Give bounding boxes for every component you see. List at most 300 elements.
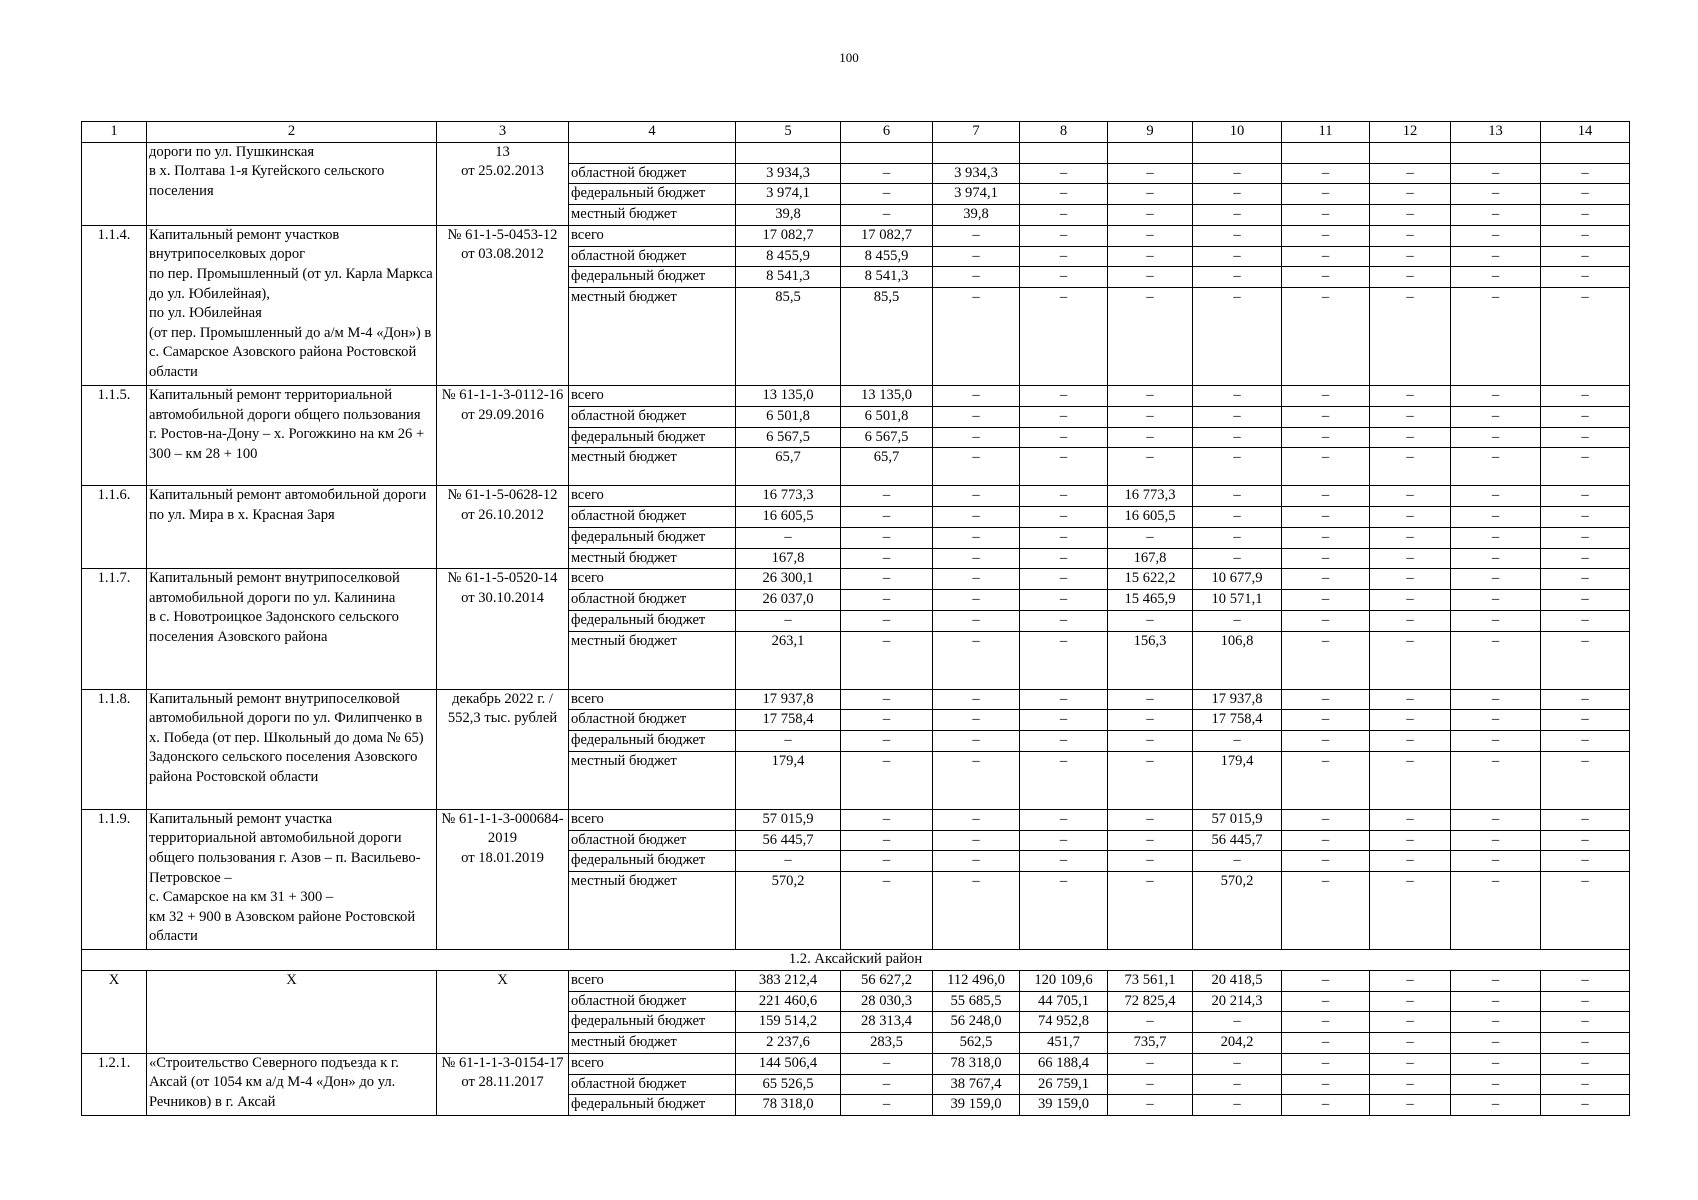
amount-cell: – bbox=[841, 527, 933, 548]
funding-source: всего bbox=[569, 970, 736, 991]
item-document: 13 от 25.02.2013 bbox=[437, 142, 569, 225]
amount-cell: 26 037,0 bbox=[736, 590, 841, 611]
amount-cell: – bbox=[1282, 631, 1370, 689]
column-header: 2 bbox=[147, 122, 437, 143]
amount-cell: 167,8 bbox=[1108, 548, 1193, 569]
funding-source: федеральный бюджет bbox=[569, 1095, 736, 1116]
amount-cell: – bbox=[1020, 507, 1108, 528]
amount-cell: 57 015,9 bbox=[736, 809, 841, 830]
funding-source: областной бюджет bbox=[569, 406, 736, 427]
amount-cell: – bbox=[1108, 386, 1193, 407]
amount-cell: – bbox=[1451, 486, 1541, 507]
budget-table bbox=[81, 121, 1630, 1116]
amount-cell: – bbox=[1370, 1095, 1451, 1116]
item-document: № 61-1-5-0520-14 от 30.10.2014 bbox=[437, 569, 569, 689]
amount-cell: – bbox=[1282, 486, 1370, 507]
amount-cell: – bbox=[841, 851, 933, 872]
amount-cell: – bbox=[1282, 267, 1370, 288]
item-name: Капитальный ремонт внутрипоселковой автомобильной дороги по ул. Филипченко в х. Победа (от пер. Школьный до дома № 65) Задонского сельского поселения Азовского района Ростовской области bbox=[147, 689, 437, 809]
amount-cell: – bbox=[933, 872, 1020, 950]
amount-cell: – bbox=[1282, 386, 1370, 407]
amount-cell: 6 501,8 bbox=[736, 406, 841, 427]
amount-cell: 15 622,2 bbox=[1108, 569, 1193, 590]
amount-cell: – bbox=[1282, 163, 1370, 184]
column-header: 4 bbox=[569, 122, 736, 143]
amount-cell: – bbox=[1282, 1095, 1370, 1116]
amount-cell bbox=[1541, 142, 1630, 163]
amount-cell: – bbox=[1541, 751, 1630, 809]
amount-cell bbox=[933, 142, 1020, 163]
funding-source: федеральный бюджет bbox=[569, 184, 736, 205]
funding-source: всего bbox=[569, 1053, 736, 1074]
amount-cell: – bbox=[1451, 288, 1541, 386]
amount-cell: – bbox=[1108, 527, 1193, 548]
amount-cell: – bbox=[1020, 163, 1108, 184]
amount-cell: 56 445,7 bbox=[1193, 830, 1282, 851]
amount-cell: 6 501,8 bbox=[841, 406, 933, 427]
amount-cell: – bbox=[933, 610, 1020, 631]
amount-cell: – bbox=[1370, 267, 1451, 288]
amount-cell: – bbox=[841, 569, 933, 590]
amount-cell: – bbox=[1020, 225, 1108, 246]
funding-source: федеральный бюджет bbox=[569, 267, 736, 288]
amount-cell: – bbox=[1451, 548, 1541, 569]
amount-cell: – bbox=[841, 486, 933, 507]
column-header: 11 bbox=[1282, 122, 1370, 143]
funding-source: всего bbox=[569, 689, 736, 710]
amount-cell: 735,7 bbox=[1108, 1033, 1193, 1054]
amount-cell: – bbox=[1541, 1095, 1630, 1116]
amount-cell: – bbox=[933, 569, 1020, 590]
amount-cell: – bbox=[1020, 610, 1108, 631]
amount-cell: – bbox=[841, 590, 933, 611]
amount-cell: 562,5 bbox=[933, 1033, 1020, 1054]
item-number: 1.2.1. bbox=[82, 1053, 147, 1115]
amount-cell: 263,1 bbox=[736, 631, 841, 689]
section-title: 1.2. Аксайский район bbox=[82, 950, 1630, 971]
amount-cell: – bbox=[1020, 448, 1108, 486]
column-header: 1 bbox=[82, 122, 147, 143]
amount-cell bbox=[1108, 142, 1193, 163]
funding-source: местный бюджет bbox=[569, 1033, 736, 1054]
amount-cell: – bbox=[1541, 507, 1630, 528]
amount-cell bbox=[1020, 142, 1108, 163]
amount-cell: – bbox=[1370, 731, 1451, 752]
amount-cell: – bbox=[1451, 406, 1541, 427]
amount-cell: – bbox=[1541, 527, 1630, 548]
amount-cell: – bbox=[1370, 507, 1451, 528]
amount-cell: 8 455,9 bbox=[841, 246, 933, 267]
amount-cell: – bbox=[1108, 872, 1193, 950]
funding-source: федеральный бюджет bbox=[569, 527, 736, 548]
amount-cell: – bbox=[736, 731, 841, 752]
amount-cell: – bbox=[841, 751, 933, 809]
amount-cell: – bbox=[1193, 448, 1282, 486]
funding-source: областной бюджет bbox=[569, 163, 736, 184]
amount-cell: – bbox=[1451, 1053, 1541, 1074]
amount-cell: – bbox=[841, 731, 933, 752]
amount-cell: 65,7 bbox=[841, 448, 933, 486]
amount-cell: – bbox=[1108, 830, 1193, 851]
amount-cell: – bbox=[1108, 731, 1193, 752]
amount-cell: – bbox=[1020, 731, 1108, 752]
amount-cell: – bbox=[1108, 225, 1193, 246]
amount-cell: – bbox=[1451, 1033, 1541, 1054]
amount-cell: – bbox=[1370, 448, 1451, 486]
amount-cell: – bbox=[1020, 548, 1108, 569]
amount-cell: – bbox=[1282, 406, 1370, 427]
amount-cell: – bbox=[1282, 288, 1370, 386]
amount-cell: 85,5 bbox=[736, 288, 841, 386]
amount-cell: – bbox=[1282, 872, 1370, 950]
column-header: 8 bbox=[1020, 122, 1108, 143]
amount-cell: – bbox=[1541, 569, 1630, 590]
amount-cell: – bbox=[933, 527, 1020, 548]
amount-cell: – bbox=[1193, 386, 1282, 407]
amount-cell: – bbox=[1193, 731, 1282, 752]
amount-cell: – bbox=[1193, 1053, 1282, 1074]
amount-cell: – bbox=[1451, 610, 1541, 631]
amount-cell: – bbox=[1282, 970, 1370, 991]
amount-cell: 78 318,0 bbox=[736, 1095, 841, 1116]
amount-cell: 3 974,1 bbox=[736, 184, 841, 205]
amount-cell: – bbox=[933, 689, 1020, 710]
amount-cell: 13 135,0 bbox=[841, 386, 933, 407]
amount-cell: – bbox=[933, 246, 1020, 267]
amount-cell: – bbox=[1451, 427, 1541, 448]
item-document: Х bbox=[437, 970, 569, 1053]
amount-cell: – bbox=[1541, 205, 1630, 226]
amount-cell: – bbox=[736, 851, 841, 872]
amount-cell: – bbox=[1370, 1074, 1451, 1095]
amount-cell: – bbox=[1541, 872, 1630, 950]
table-row bbox=[82, 1053, 1630, 1074]
amount-cell: 3 934,3 bbox=[736, 163, 841, 184]
amount-cell: – bbox=[1108, 809, 1193, 830]
amount-cell: 6 567,5 bbox=[841, 427, 933, 448]
amount-cell: – bbox=[1108, 689, 1193, 710]
funding-source: местный бюджет bbox=[569, 288, 736, 386]
amount-cell: – bbox=[1193, 184, 1282, 205]
amount-cell: – bbox=[1370, 851, 1451, 872]
amount-cell: – bbox=[1370, 751, 1451, 809]
amount-cell: – bbox=[1541, 548, 1630, 569]
table-row bbox=[82, 689, 1630, 710]
amount-cell: – bbox=[1193, 427, 1282, 448]
amount-cell: – bbox=[841, 548, 933, 569]
amount-cell: – bbox=[1020, 830, 1108, 851]
amount-cell: – bbox=[1108, 1012, 1193, 1033]
amount-cell: – bbox=[1451, 448, 1541, 486]
amount-cell: – bbox=[1108, 751, 1193, 809]
amount-cell: 204,2 bbox=[1193, 1033, 1282, 1054]
amount-cell: – bbox=[1451, 751, 1541, 809]
column-header: 9 bbox=[1108, 122, 1193, 143]
amount-cell: 8 541,3 bbox=[736, 267, 841, 288]
amount-cell: – bbox=[933, 406, 1020, 427]
amount-cell: – bbox=[1020, 205, 1108, 226]
funding-source: местный бюджет bbox=[569, 448, 736, 486]
item-document: № 61-1-1-3-0154-17 от 28.11.2017 bbox=[437, 1053, 569, 1115]
amount-cell: – bbox=[841, 1074, 933, 1095]
amount-cell: – bbox=[1193, 486, 1282, 507]
amount-cell: – bbox=[933, 507, 1020, 528]
funding-source: местный бюджет bbox=[569, 548, 736, 569]
funding-source: областной бюджет bbox=[569, 991, 736, 1012]
amount-cell: 8 455,9 bbox=[736, 246, 841, 267]
amount-cell: – bbox=[1451, 163, 1541, 184]
amount-cell: – bbox=[1108, 710, 1193, 731]
amount-cell: – bbox=[1108, 610, 1193, 631]
amount-cell: – bbox=[1451, 527, 1541, 548]
amount-cell: – bbox=[933, 548, 1020, 569]
amount-cell: 39,8 bbox=[933, 205, 1020, 226]
column-header: 3 bbox=[437, 122, 569, 143]
amount-cell: – bbox=[933, 751, 1020, 809]
column-header: 6 bbox=[841, 122, 933, 143]
amount-cell: – bbox=[841, 830, 933, 851]
column-header: 7 bbox=[933, 122, 1020, 143]
amount-cell: 39,8 bbox=[736, 205, 841, 226]
funding-source: областной бюджет bbox=[569, 710, 736, 731]
amount-cell: – bbox=[1451, 631, 1541, 689]
amount-cell: – bbox=[1541, 970, 1630, 991]
amount-cell: 26 300,1 bbox=[736, 569, 841, 590]
amount-cell: – bbox=[1282, 1053, 1370, 1074]
amount-cell: – bbox=[933, 851, 1020, 872]
table-row bbox=[82, 809, 1630, 830]
amount-cell: – bbox=[1020, 386, 1108, 407]
amount-cell: 78 318,0 bbox=[933, 1053, 1020, 1074]
amount-cell: – bbox=[1541, 631, 1630, 689]
amount-cell: – bbox=[736, 527, 841, 548]
funding-source: федеральный бюджет bbox=[569, 610, 736, 631]
amount-cell: – bbox=[1541, 991, 1630, 1012]
item-name: Х bbox=[147, 970, 437, 1053]
amount-cell: – bbox=[1370, 872, 1451, 950]
amount-cell: – bbox=[1541, 710, 1630, 731]
amount-cell: – bbox=[1020, 710, 1108, 731]
amount-cell: 17 758,4 bbox=[736, 710, 841, 731]
amount-cell: 17 758,4 bbox=[1193, 710, 1282, 731]
funding-source: областной бюджет bbox=[569, 1074, 736, 1095]
amount-cell: – bbox=[1108, 246, 1193, 267]
amount-cell: – bbox=[1370, 527, 1451, 548]
amount-cell: – bbox=[1020, 246, 1108, 267]
amount-cell: – bbox=[841, 631, 933, 689]
amount-cell: – bbox=[1451, 246, 1541, 267]
funding-source: областной бюджет bbox=[569, 830, 736, 851]
amount-cell: 570,2 bbox=[736, 872, 841, 950]
amount-cell: – bbox=[1451, 386, 1541, 407]
amount-cell: – bbox=[1282, 569, 1370, 590]
amount-cell: – bbox=[1370, 1012, 1451, 1033]
amount-cell: 17 937,8 bbox=[736, 689, 841, 710]
amount-cell: – bbox=[1282, 507, 1370, 528]
amount-cell: – bbox=[1282, 590, 1370, 611]
amount-cell: 10 571,1 bbox=[1193, 590, 1282, 611]
amount-cell: – bbox=[1370, 569, 1451, 590]
amount-cell: 65,7 bbox=[736, 448, 841, 486]
amount-cell: – bbox=[1282, 710, 1370, 731]
amount-cell: – bbox=[1541, 689, 1630, 710]
amount-cell: – bbox=[1370, 184, 1451, 205]
amount-cell: – bbox=[1541, 246, 1630, 267]
funding-source: федеральный бюджет bbox=[569, 427, 736, 448]
amount-cell: – bbox=[933, 830, 1020, 851]
section-row bbox=[82, 950, 1630, 971]
amount-cell: – bbox=[841, 205, 933, 226]
amount-cell: 8 541,3 bbox=[841, 267, 933, 288]
amount-cell: 38 767,4 bbox=[933, 1074, 1020, 1095]
amount-cell: – bbox=[1193, 1074, 1282, 1095]
amount-cell: – bbox=[1451, 731, 1541, 752]
amount-cell: – bbox=[1020, 406, 1108, 427]
amount-cell: 26 759,1 bbox=[1020, 1074, 1108, 1095]
amount-cell: – bbox=[1370, 205, 1451, 226]
amount-cell: – bbox=[1108, 288, 1193, 386]
amount-cell: – bbox=[1451, 205, 1541, 226]
amount-cell: – bbox=[1020, 751, 1108, 809]
item-number: 1.1.8. bbox=[82, 689, 147, 809]
amount-cell: – bbox=[1451, 507, 1541, 528]
amount-cell: – bbox=[1541, 830, 1630, 851]
amount-cell: 28 030,3 bbox=[841, 991, 933, 1012]
funding-source: местный бюджет bbox=[569, 631, 736, 689]
amount-cell: – bbox=[841, 689, 933, 710]
item-name: Капитальный ремонт внутрипоселковой автомобильной дороги по ул. Калинина в с. Новотроицкое Задонского сельского поселения Азовского района bbox=[147, 569, 437, 689]
amount-cell: – bbox=[1108, 427, 1193, 448]
amount-cell: 159 514,2 bbox=[736, 1012, 841, 1033]
amount-cell: 56 445,7 bbox=[736, 830, 841, 851]
page-number: 100 bbox=[839, 50, 859, 65]
amount-cell: 57 015,9 bbox=[1193, 809, 1282, 830]
amount-cell: – bbox=[841, 809, 933, 830]
amount-cell: – bbox=[1541, 1012, 1630, 1033]
amount-cell: – bbox=[1282, 751, 1370, 809]
amount-cell: – bbox=[1108, 1095, 1193, 1116]
amount-cell: – bbox=[1282, 427, 1370, 448]
amount-cell: – bbox=[1451, 1095, 1541, 1116]
funding-source: всего bbox=[569, 809, 736, 830]
amount-cell: – bbox=[1370, 246, 1451, 267]
amount-cell: – bbox=[1193, 205, 1282, 226]
amount-cell: – bbox=[1282, 610, 1370, 631]
amount-cell: – bbox=[1541, 386, 1630, 407]
amount-cell: 16 773,3 bbox=[736, 486, 841, 507]
item-name: Капитальный ремонт автомобильной дороги по ул. Мира в х. Красная Заря bbox=[147, 486, 437, 569]
amount-cell: – bbox=[1541, 851, 1630, 872]
item-number: 1.1.7. bbox=[82, 569, 147, 689]
item-name: дороги по ул. Пушкинская в х. Полтава 1-я Кугейского сельского поселения bbox=[147, 142, 437, 225]
amount-cell: – bbox=[1451, 872, 1541, 950]
amount-cell: – bbox=[1451, 590, 1541, 611]
table-row bbox=[82, 386, 1630, 407]
amount-cell: – bbox=[1451, 225, 1541, 246]
item-name: Капитальный ремонт территориальной автомобильной дороги общего пользования г. Ростов-на-Дону – х. Рогожкино на км 26 + 300 – км 28 + 100 bbox=[147, 386, 437, 486]
column-header: 12 bbox=[1370, 122, 1451, 143]
amount-cell: – bbox=[841, 710, 933, 731]
amount-cell: 10 677,9 bbox=[1193, 569, 1282, 590]
amount-cell: – bbox=[933, 267, 1020, 288]
amount-cell: 85,5 bbox=[841, 288, 933, 386]
amount-cell: 20 418,5 bbox=[1193, 970, 1282, 991]
amount-cell: – bbox=[933, 427, 1020, 448]
amount-cell: – bbox=[1370, 970, 1451, 991]
amount-cell: – bbox=[1370, 406, 1451, 427]
amount-cell: – bbox=[1541, 288, 1630, 386]
amount-cell: – bbox=[1020, 631, 1108, 689]
column-header: 5 bbox=[736, 122, 841, 143]
amount-cell: – bbox=[1370, 1033, 1451, 1054]
amount-cell: 17 937,8 bbox=[1193, 689, 1282, 710]
amount-cell: 72 825,4 bbox=[1108, 991, 1193, 1012]
amount-cell: – bbox=[1108, 851, 1193, 872]
table-row bbox=[82, 486, 1630, 507]
item-document: № 61-1-1-3-0112-16 от 29.09.2016 bbox=[437, 386, 569, 486]
header-row bbox=[82, 122, 1630, 143]
amount-cell: – bbox=[1541, 225, 1630, 246]
amount-cell: 383 212,4 bbox=[736, 970, 841, 991]
amount-cell: – bbox=[1282, 184, 1370, 205]
amount-cell: – bbox=[1370, 689, 1451, 710]
amount-cell: 56 627,2 bbox=[841, 970, 933, 991]
amount-cell: – bbox=[841, 1095, 933, 1116]
amount-cell: – bbox=[1451, 809, 1541, 830]
item-number bbox=[82, 142, 147, 225]
amount-cell: – bbox=[1020, 590, 1108, 611]
amount-cell: – bbox=[1193, 1095, 1282, 1116]
amount-cell: – bbox=[1541, 427, 1630, 448]
amount-cell: – bbox=[841, 163, 933, 184]
amount-cell: – bbox=[1282, 527, 1370, 548]
amount-cell: 451,7 bbox=[1020, 1033, 1108, 1054]
amount-cell: 570,2 bbox=[1193, 872, 1282, 950]
funding-source: всего bbox=[569, 486, 736, 507]
amount-cell: – bbox=[1193, 507, 1282, 528]
item-document: декабрь 2022 г. / 552,3 тыс. рублей bbox=[437, 689, 569, 809]
amount-cell: – bbox=[1282, 689, 1370, 710]
amount-cell: – bbox=[1282, 1012, 1370, 1033]
item-document: № 61-1-1-3-000684-2019 от 18.01.2019 bbox=[437, 809, 569, 949]
amount-cell: – bbox=[1193, 1012, 1282, 1033]
table-row bbox=[82, 569, 1630, 590]
amount-cell: 3 974,1 bbox=[933, 184, 1020, 205]
amount-cell: – bbox=[1108, 163, 1193, 184]
amount-cell: – bbox=[841, 872, 933, 950]
amount-cell: – bbox=[841, 184, 933, 205]
amount-cell: 20 214,3 bbox=[1193, 991, 1282, 1012]
funding-source: местный бюджет bbox=[569, 205, 736, 226]
amount-cell: – bbox=[1108, 205, 1193, 226]
amount-cell: – bbox=[1193, 406, 1282, 427]
amount-cell: – bbox=[1370, 710, 1451, 731]
amount-cell: – bbox=[1020, 851, 1108, 872]
amount-cell: – bbox=[933, 386, 1020, 407]
amount-cell: – bbox=[1282, 830, 1370, 851]
amount-cell: – bbox=[1370, 610, 1451, 631]
funding-source: всего bbox=[569, 386, 736, 407]
amount-cell: – bbox=[1193, 225, 1282, 246]
amount-cell: – bbox=[1282, 809, 1370, 830]
amount-cell: – bbox=[1451, 689, 1541, 710]
amount-cell: – bbox=[1193, 288, 1282, 386]
amount-cell: – bbox=[1541, 448, 1630, 486]
amount-cell bbox=[1193, 142, 1282, 163]
amount-cell: 55 685,5 bbox=[933, 991, 1020, 1012]
amount-cell: – bbox=[1451, 267, 1541, 288]
amount-cell: – bbox=[933, 731, 1020, 752]
